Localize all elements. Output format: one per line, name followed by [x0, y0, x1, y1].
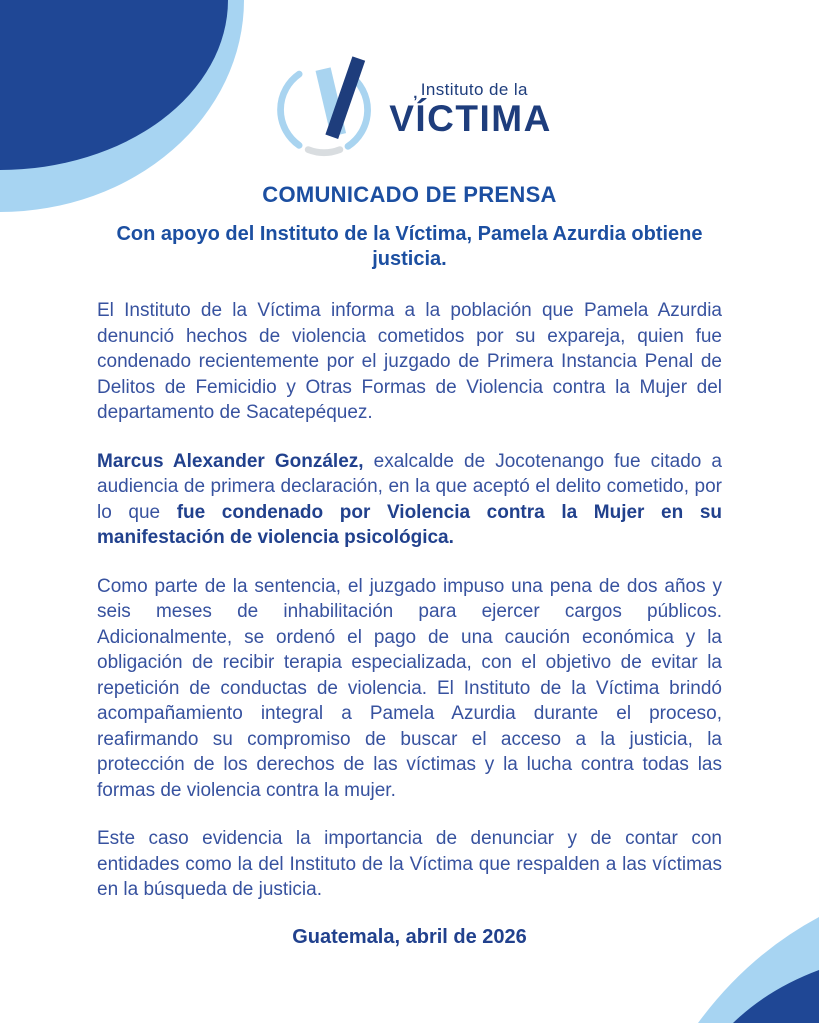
logo-text: [389, 80, 552, 139]
logo-v-icon: [267, 46, 383, 158]
dateline: Guatemala, abril de 2026: [292, 925, 527, 948]
paragraph-2-bold-tail: fue condenado por Violencia contra la Mujer en su manifestación de violencia psicológica.: [97, 501, 722, 548]
logo: [97, 46, 722, 158]
document-body: [97, 298, 722, 903]
document-title: COMUNICADO DE PRENSA: [262, 182, 557, 207]
logo-tagline-tick: ,: [413, 84, 418, 102]
document-subtitle: Con apoyo del Instituto de la Víctima, Pamela Azurdia obtiene justicia.: [116, 223, 703, 270]
press-release-content: [0, 46, 819, 949]
body-paragraph-4: Este caso evidencia la importancia de denunciar y de contar con entidades como la del Instituto de la Víctima que respalden a las víctimas en la búsqueda de justicia.: [97, 828, 722, 900]
logo-wordmark: VÍCTIMA: [389, 97, 552, 139]
paragraph-2-normal: exalcalde de Jocotenango fue citado a audiencia de primera declaración, en la que aceptó el delito cometido, por lo que: [97, 450, 722, 523]
logo-tagline: [389, 80, 552, 100]
logo-tagline-label: Instituto de la: [420, 79, 528, 99]
body-paragraph-2: [97, 449, 722, 551]
body-paragraph-3: Como parte de la sentencia, el juzgado impuso una pena de dos años y seis meses de inhabilitación para ejercer cargos públicos. Adicionalmente, se ordenó el pago de una caución económica y la obligación de recibir terapia especializada, con el objetivo de evitar la repetición de conductas de violencia. El Instituto de la Víctima brindó acompañamiento integral a Pamela Azurdia durante el proceso, reafirmando su compromiso de buscar el acceso a la justicia, la protección de los derechos de las víctimas y la lucha contra todas las formas de violencia contra la mujer.: [97, 575, 722, 801]
body-paragraph-1: El Instituto de la Víctima informa a la población que Pamela Azurdia denunció hechos de violencia cometidos por su expareja, quien fue condenado recientemente por el juzgado de Primera Instancia Penal de Delitos de Femicidio y Otras Formas de Violencia contra la Mujer del departamento de Sacatepéquez.: [97, 300, 722, 423]
paragraph-2-bold-lead: Marcus Alexander González,: [97, 450, 374, 472]
